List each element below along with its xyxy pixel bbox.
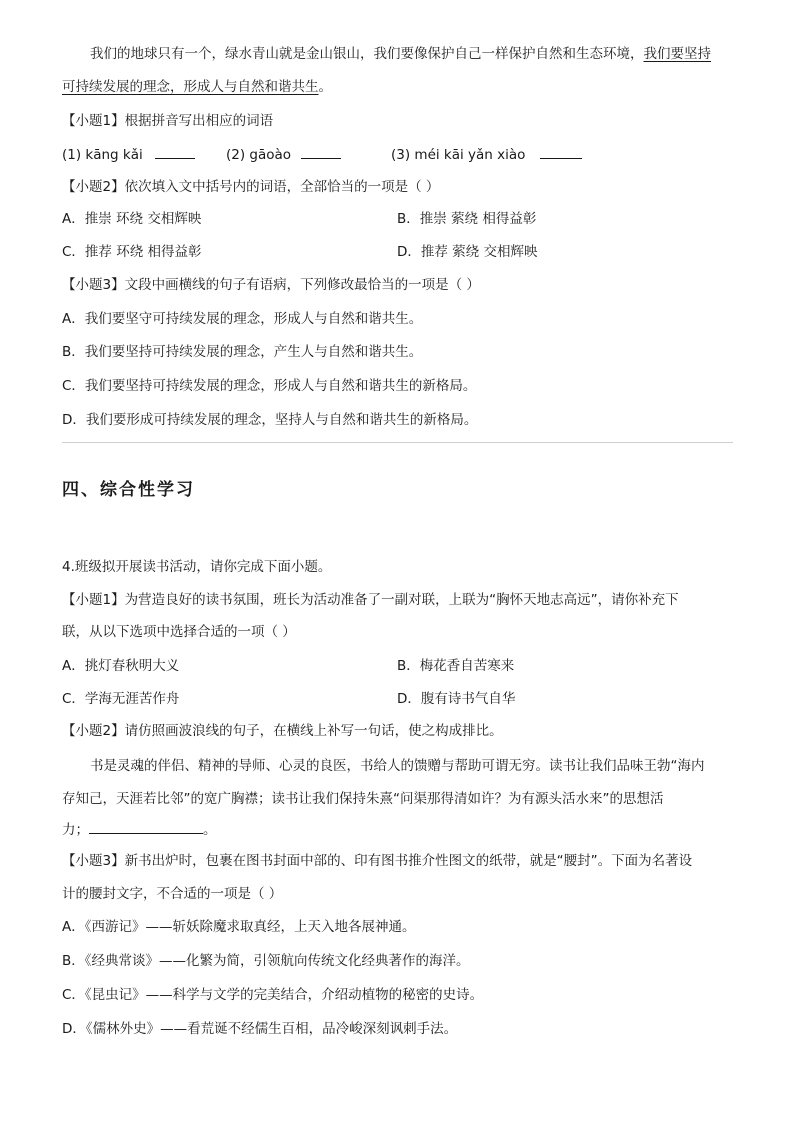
underlined-sentence-end: 可持续发展的理念，形成人与自然和谐共生 xyxy=(62,79,319,95)
question-4-3-line-1: 【小题3】新书出炉时，包裹在图书封面中部的、印有图书推介性图文的纸带，就是“腰封”。下面为名著设 xyxy=(62,853,693,869)
option-c[interactable]: C．推荐 环绕 相得益彰 xyxy=(62,244,202,260)
option-d[interactable]: D．《儒林外史》——看荒诞不经儒生百相，品冷峻深刻讽刺手法。 xyxy=(62,1021,458,1037)
section-divider xyxy=(62,442,733,443)
answer-blank-3[interactable] xyxy=(540,144,582,159)
underlined-sentence-start: 我们要坚持 xyxy=(643,46,711,62)
passage-line-1 xyxy=(90,44,711,64)
pinyin-item-1: (1) kāng kǎi xyxy=(62,147,143,163)
question-4-1-line-1: 【小题1】为营造良好的读书氛围，班长为活动准备了一副对联，上联为“胸怀天地志高远”，请你补充下 xyxy=(62,592,679,608)
pinyin-row-3 xyxy=(391,144,582,165)
option-b[interactable]: B．我们要坚持可持续发展的理念，产生人与自然和谐共生。 xyxy=(62,344,423,360)
option-a[interactable]: A．推崇 环绕 交相辉映 xyxy=(62,211,202,227)
pinyin-row xyxy=(62,144,195,165)
pinyin-row-2 xyxy=(226,144,341,165)
imitation-paragraph-line-2: 存知己，天涯若比邻”的宽广胸襟；读书让我们保持朱熹“问渠那得清如许？为有源头活水来”的思想活 xyxy=(62,791,664,807)
question-3-label: 【小题3】文段中画横线的句子有语病，下列修改最恰当的一项是（ ） xyxy=(62,277,480,293)
answer-blank-1[interactable] xyxy=(155,144,195,159)
answer-blank[interactable] xyxy=(89,819,203,834)
option-c[interactable]: C．学海无涯苦作舟 xyxy=(62,691,180,707)
option-a[interactable]: A．《西游记》——斩妖除魔求取真经，上天入地各展神通。 xyxy=(62,919,416,935)
option-c[interactable]: C．《昆虫记》——科学与文学的完美结合，介绍动植物的秘密的史诗。 xyxy=(62,987,484,1003)
question-4-2-label: 【小题2】请仿照画波浪线的句子，在横线上补写一句话，使之构成排比。 xyxy=(62,723,503,739)
question-1-label: 【小题1】根据拼音写出相应的词语 xyxy=(62,113,274,129)
option-d[interactable]: D．腹有诗书气自华 xyxy=(397,691,516,707)
paragraph-end-punct: 。 xyxy=(203,822,217,838)
passage-line-2 xyxy=(62,77,332,97)
option-b[interactable]: B．《经典常谈》——化繁为简，引领航向传统文化经典著作的海洋。 xyxy=(62,953,470,969)
option-d[interactable]: D．我们要形成可持续发展的理念，坚持人与自然和谐共生的新格局。 xyxy=(62,412,478,428)
answer-blank-2[interactable] xyxy=(301,144,341,159)
passage-text: 我们的地球只有一个，绿水青山就是金山银山，我们要像保护自己一样保护自然和生态环境， xyxy=(90,46,644,62)
imitation-paragraph-line-3 xyxy=(62,819,217,840)
option-b[interactable]: B．梅花香自苦寒来 xyxy=(397,658,515,674)
imitation-paragraph-line-1: 书是灵魂的伴侣、精神的导师、心灵的良医，书给人的馈赠与帮助可谓无穷。读书让我们品味王勃“海内 xyxy=(90,758,705,774)
section-title: 四、综合性学习 xyxy=(62,480,195,500)
option-c[interactable]: C．我们要坚持可持续发展的理念，形成人与自然和谐共生的新格局。 xyxy=(62,378,477,394)
question-2-label: 【小题2】依次填入文中括号内的词语，全部恰当的一项是（ ） xyxy=(62,179,440,195)
paragraph-text: 力； xyxy=(62,822,89,838)
question-4-3-line-2: 计的腰封文字，不合适的一项是（ ） xyxy=(62,886,283,902)
passage-end-punct: 。 xyxy=(318,79,332,95)
question-4-intro: 4.班级拟开展读书活动，请你完成下面小题。 xyxy=(62,559,332,575)
question-4-1-line-2: 联，从以下选项中选择合适的一项（ ） xyxy=(62,624,296,640)
pinyin-item-3: (3) méi kāi yǎn xiào xyxy=(391,147,526,163)
option-a[interactable]: A．我们要坚守可持续发展的理念，形成人与自然和谐共生。 xyxy=(62,311,423,327)
option-a[interactable]: A．挑灯春秋明大义 xyxy=(62,658,180,674)
option-b[interactable]: B．推崇 萦绕 相得益彰 xyxy=(397,211,537,227)
option-d[interactable]: D．推荐 萦绕 交相辉映 xyxy=(397,244,538,260)
pinyin-item-2: (2) gāoào xyxy=(226,147,292,163)
